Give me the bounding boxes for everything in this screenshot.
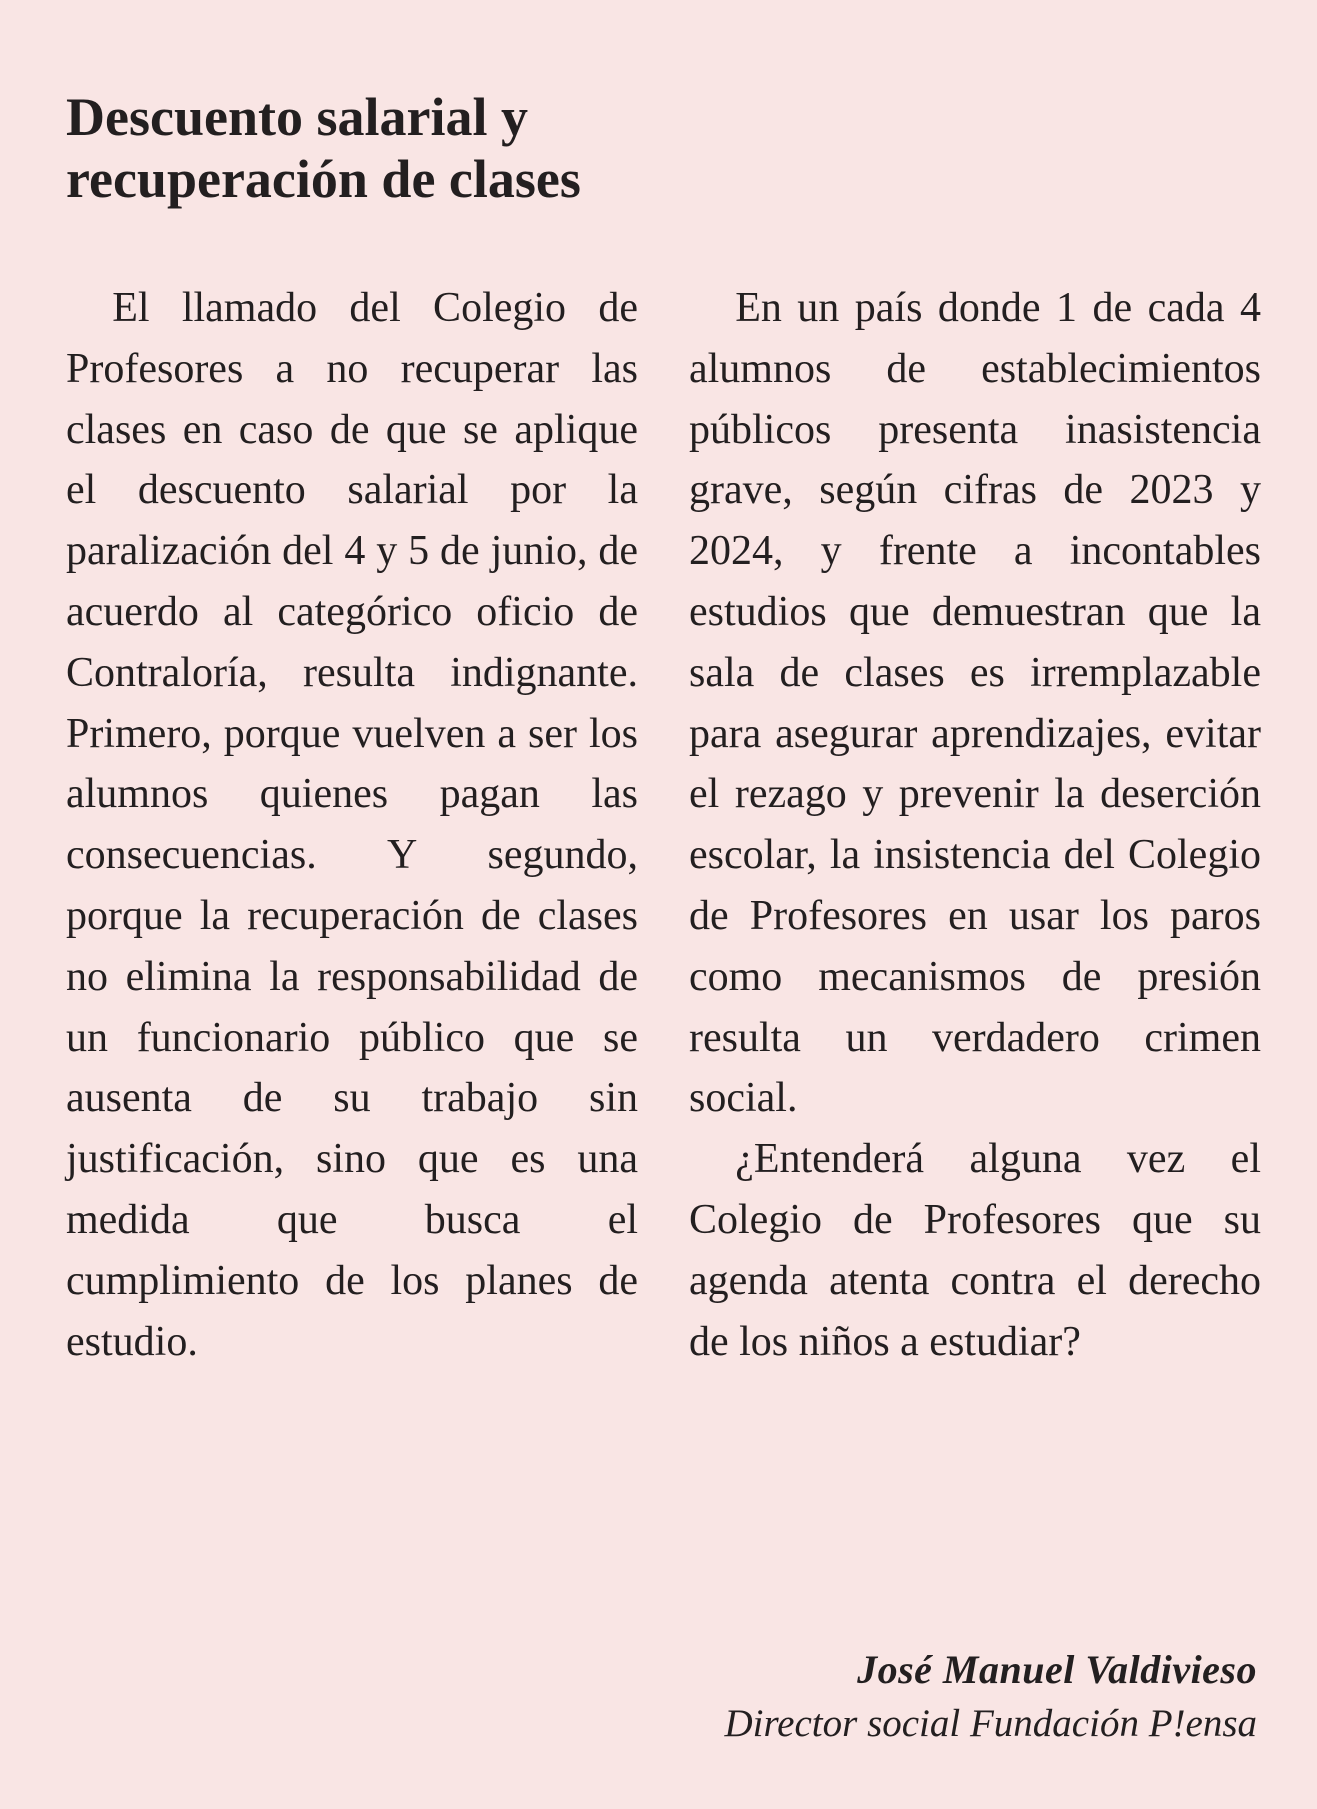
author-name: José Manuel Valdivieso [857,1647,1257,1692]
article-title [66,86,966,210]
article-title-line-2: recuperación de clases [66,149,581,209]
left-column [66,278,638,1372]
right-column [689,278,1261,1372]
body-paragraph: ¿Entenderá alguna vez el Colegio de Profesores que su agenda atenta contra el derecho de los niños a estudiar? [689,1136,1261,1365]
body-paragraph: El llamado del Colegio de Profesores a no recuperar las clases en caso de que se aplique el descuento salarial por la paralización del 4 y 5 de junio, de acuerdo al categórico oficio de Contraloría, resulta indignante. Primero, porque vuelven a ser los alumnos quienes pagan las consecuencias. Y segundo, porque la recuperación de clases no elimina la responsabilidad de un funcionario público que se ausenta de su trabajo sin justificación, sino que es una medida que busca el cumplimiento de los planes de estudio. [66,285,638,1365]
byline [724,1642,1257,1750]
body-paragraph: En un país donde 1 de cada 4 alumnos de establecimientos públicos presenta inasistencia grave, según cifras de 2023 y 2024, y frente a incontables estudios que demuestran que la sala de clases es irremplazable para asegurar aprendizajes, evitar el rezago y prevenir la deserción escolar, la insistencia del Colegio de Profesores en usar los paros como mecanismos de presión resulta un verdadero crimen social. [689,285,1261,1122]
author-role: Director social Fundación P!ensa [724,1702,1257,1745]
article-title-line-1: Descuento salarial y [66,87,528,147]
